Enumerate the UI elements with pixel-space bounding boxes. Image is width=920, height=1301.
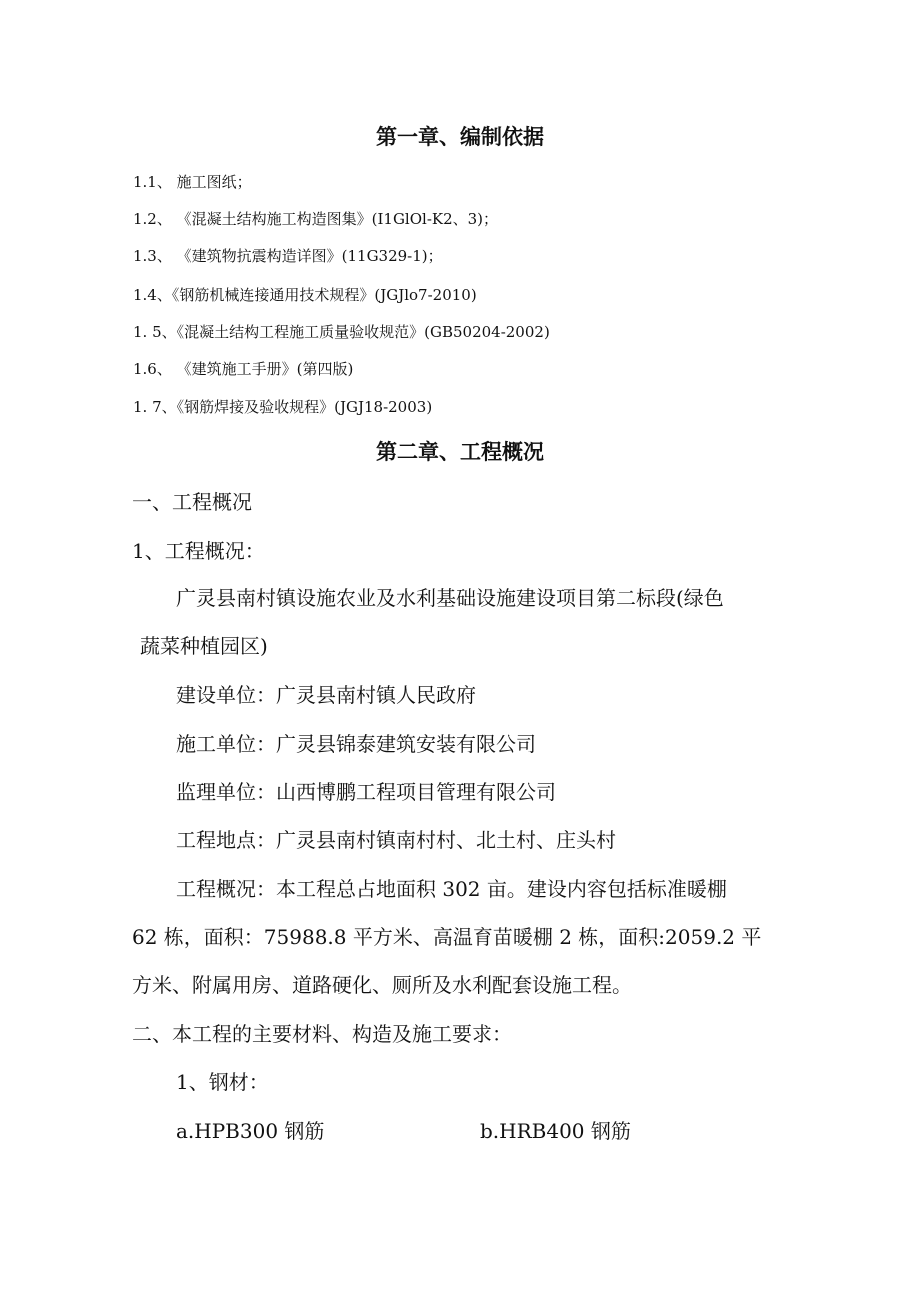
reference-item-4: 1.4、《钢筋机械连接通用技术规程》(JGJlo7-2010) (133, 286, 477, 304)
overview-line3: 方米、附属用房、道路硬化、厕所及水利配套设施工程。 (132, 973, 632, 997)
reference-item-5: 1. 5、《混凝土结构工程施工质量验收规范》(GB50204-2002) (133, 323, 550, 341)
subsection1-heading: 1、工程概况： (132, 539, 265, 563)
chapter2-title: 第二章、工程概况 (376, 439, 544, 464)
reference-item-3: 1.3、 《建筑物抗震构造详图》(11G329-1)； (133, 247, 443, 265)
section1-heading: 一、工程概况 (132, 490, 252, 514)
reference-item-1: 1.1、 施工图纸； (133, 173, 252, 191)
steel-item-a: a.HPB300 钢筋 (176, 1119, 325, 1143)
contractor-line: 施工单位：广灵县锦泰建筑安装有限公司 (176, 732, 536, 756)
project-name-line1: 广灵县南村镇设施农业及水利基础设施建设项目第二标段(绿色 (176, 586, 724, 610)
location-line: 工程地点：广灵县南村镇南村村、北土村、庄头村 (176, 828, 616, 852)
section2-heading: 二、本工程的主要材料、构造及施工要求： (132, 1022, 512, 1046)
steel-heading: 1、钢材： (176, 1070, 269, 1094)
overview-line1: 工程概况：本工程总占地面积 302 亩。建设内容包括标准暖棚 (176, 877, 727, 901)
overview-line2: 62 栋，面积：75988.8 平方米、高温育苗暖棚 2 栋，面积:2059.2 平 (132, 925, 762, 949)
project-name-line2: 蔬菜种植园区) (140, 634, 268, 658)
reference-item-7: 1. 7、《钢筋焊接及验收规程》(JGJ18-2003) (133, 398, 433, 416)
reference-item-2: 1.2、 《混凝土结构施工构造图集》(I1GlOl-K2、3)； (133, 210, 499, 228)
chapter1-title: 第一章、编制依据 (376, 124, 544, 149)
owner-line: 建设单位：广灵县南村镇人民政府 (176, 683, 476, 707)
reference-item-6: 1.6、 《建筑施工手册》(第四版) (133, 360, 354, 378)
steel-item-b: b.HRB400 钢筋 (480, 1119, 631, 1143)
supervisor-line: 监理单位：山西博鹏工程项目管理有限公司 (176, 780, 556, 804)
